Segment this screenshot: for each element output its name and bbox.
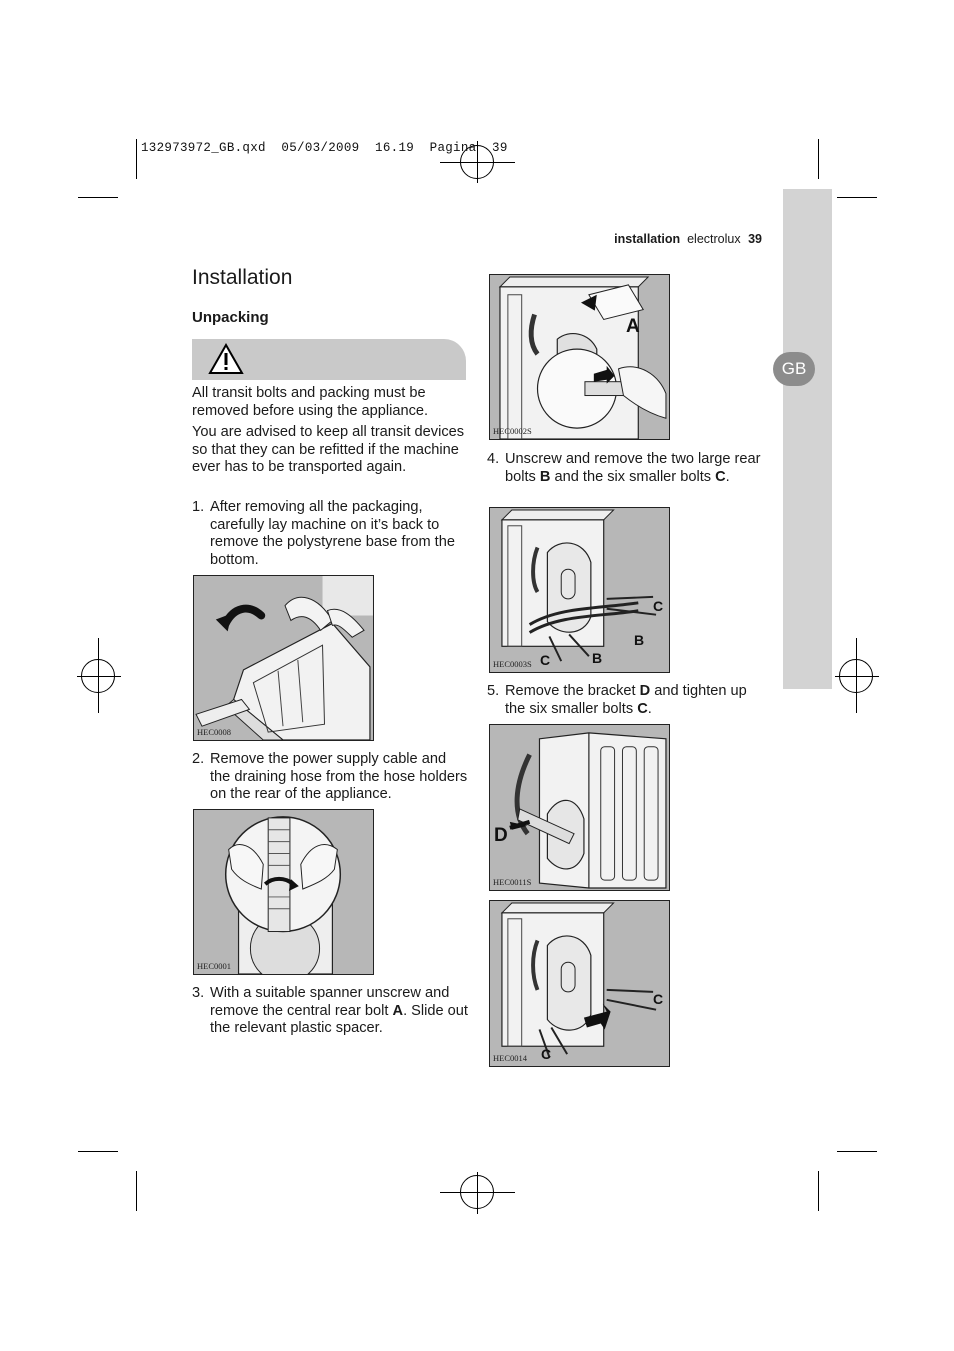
figure-illustration — [490, 901, 669, 1066]
crop-mark — [837, 1151, 877, 1152]
figure-rear-bolts — [489, 507, 670, 673]
crop-mark — [77, 676, 121, 677]
language-badge: GB — [773, 352, 815, 386]
figure-code: HEC0001 — [197, 961, 231, 971]
crop-mark — [78, 1151, 118, 1152]
step-number: 4. — [487, 451, 500, 467]
step-2 — [192, 751, 468, 804]
figure-code: HEC0002S — [493, 426, 532, 436]
warning-triangle-icon — [208, 343, 244, 375]
step-number: 2. — [192, 751, 205, 767]
figure-code: HEC0011S — [493, 877, 532, 887]
figure-code: HEC0014 — [493, 1053, 527, 1063]
header-section: installation — [614, 232, 681, 246]
figure-tighten-bolts — [489, 900, 670, 1067]
crop-mark — [477, 1172, 478, 1214]
step-3 — [192, 985, 468, 1038]
figure-illustration — [194, 576, 373, 740]
step-text: With a suitable spanner unscrew and remove the central rear bolt A. Slide out the relevant plastic spacer. — [210, 985, 468, 1037]
crop-mark — [136, 1171, 137, 1211]
figure-hose-holder — [193, 809, 374, 975]
figure-illustration — [194, 810, 373, 974]
callout-c: C — [541, 1046, 552, 1062]
page-number: 39 — [748, 232, 762, 246]
step-number: 3. — [192, 985, 205, 1001]
crop-mark — [818, 139, 819, 179]
advice-paragraph: You are advised to keep all transit devices so that they can be refitted if the machine ever has to be transported again. — [192, 424, 465, 476]
figure-illustration — [490, 725, 669, 890]
step-number: 5. — [487, 683, 500, 699]
step-1 — [192, 499, 468, 569]
crop-mark — [837, 197, 877, 198]
crop-mark — [818, 1171, 819, 1211]
step-text: Unscrew and remove the two large rear bolts B and the six smaller bolts C. — [505, 451, 761, 485]
page-title: Installation — [192, 266, 293, 289]
callout-b: B — [592, 650, 603, 666]
print-slug: 132973972_GB.qxd 05/03/2009 16.19 Pagina 39 — [141, 141, 508, 155]
step-number: 1. — [192, 499, 205, 515]
step-text: Remove the bracket D and tighten up the six smaller bolts C. — [505, 683, 747, 717]
step-text: Remove the power supply cable and the draining hose from the hose holders on the rear of the appliance. — [210, 751, 468, 803]
crop-mark — [98, 638, 99, 713]
figure-illustration — [490, 275, 669, 439]
step-5 — [487, 683, 763, 718]
section-subtitle: Unpacking — [192, 309, 269, 326]
callout-a: A — [626, 316, 640, 337]
step-text: After removing all the packaging, carefully lay machine on it’s back to remove the polystyrene base from the bottom. — [210, 499, 455, 568]
header-brand: electrolux — [687, 232, 741, 246]
crop-mark — [835, 676, 879, 677]
callout-d: D — [494, 825, 508, 846]
figure-code: HEC0008 — [197, 727, 231, 737]
callout-c: C — [540, 652, 551, 668]
figure-central-bolt — [489, 274, 670, 440]
figure-code: HEC0003S — [493, 659, 532, 669]
callout-c: C — [653, 598, 664, 614]
crop-mark — [136, 139, 137, 179]
callout-b: B — [634, 632, 645, 648]
step-4 — [487, 451, 763, 486]
callout-c: C — [653, 991, 664, 1007]
figure-bracket — [489, 724, 670, 891]
crop-mark — [856, 638, 857, 713]
figure-lay-machine-on-back — [193, 575, 374, 741]
language-strip — [783, 189, 832, 689]
running-header — [614, 232, 762, 246]
crop-mark — [78, 197, 118, 198]
warning-bar — [192, 339, 466, 380]
intro-paragraph: All transit bolts and packing must be removed before using the appliance. — [192, 385, 429, 419]
